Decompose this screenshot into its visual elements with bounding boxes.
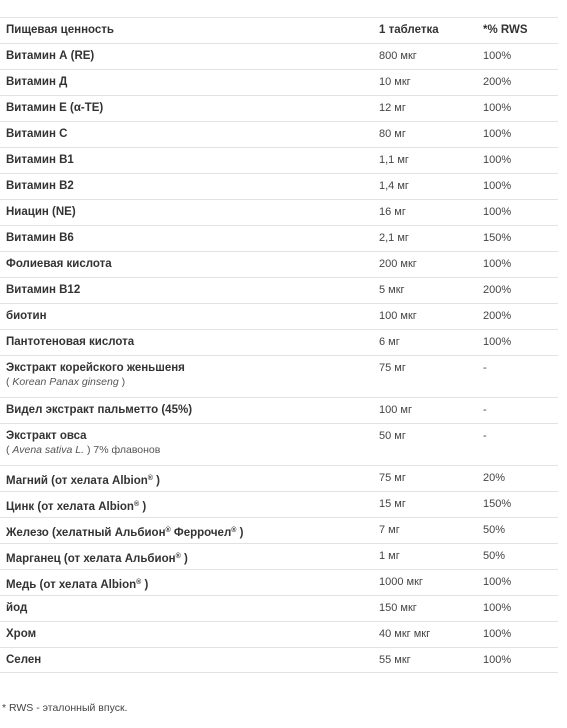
nutrient-name: Витамин Д (6, 76, 68, 88)
header-rws: *% RWS (483, 24, 528, 36)
table-row (0, 329, 558, 355)
nutrient-rws: 100% (483, 258, 512, 270)
header-nutrient: Пищевая ценность (6, 24, 114, 36)
nutrient-amount: 6 мг (379, 336, 400, 348)
nutrient-name-cell (0, 429, 373, 465)
nutrient-amount: 1000 мкг (379, 576, 423, 588)
nutrition-table (0, 17, 558, 673)
nutrient-name: Витамин В6 (6, 232, 74, 244)
table-row (0, 517, 558, 543)
nutrient-name: Экстракт овса (6, 430, 87, 442)
nutrient-rws: 100% (483, 180, 512, 192)
nutrient-rws: 100% (483, 576, 512, 588)
nutrient-amount: 800 мкг (379, 50, 417, 62)
nutrient-amount: 100 мг (379, 404, 412, 416)
table-row (0, 355, 558, 397)
nutrient-amount: 1 мг (379, 550, 400, 562)
nutrient-name: Ниацин (NE) (6, 206, 76, 218)
nutrient-name: Витамин А (RE) (6, 50, 95, 62)
nutrient-amount: 100 мкг (379, 310, 417, 322)
registered-mark-2: ® (231, 527, 237, 534)
header-per-tablet: 1 таблетка (379, 24, 439, 36)
paren-close: ) (141, 579, 149, 591)
nutrient-amount: 55 мкг (379, 654, 411, 666)
nutrient-rws: 100% (483, 336, 512, 348)
nutrient-rws: 200% (483, 76, 512, 88)
nutrient-name-text: Железо (хелатный Альбион (6, 527, 166, 539)
table-row (0, 491, 558, 517)
table-row (0, 147, 558, 173)
nutrient-name: Витамин С (6, 128, 68, 140)
registered-mark: ® (165, 527, 171, 534)
nutrient-amount: 5 мкг (379, 284, 405, 296)
table-row (0, 423, 558, 465)
nutrient-amount: 75 мг (379, 362, 406, 374)
table-row (0, 303, 558, 329)
table-row (0, 251, 558, 277)
table-row (0, 465, 558, 491)
nutrient-name: Селен (6, 654, 42, 666)
nutrient-name-text: Медь (от хелата Albion (6, 579, 137, 591)
latin-name: Korean Panax ginseng (12, 376, 119, 388)
nutrient-amount: 12 мг (379, 102, 406, 114)
nutrient-name (0, 492, 373, 517)
nutrient-rws: 150% (483, 232, 512, 244)
nutrient-latin-name (6, 375, 373, 390)
table-row (0, 121, 558, 147)
nutrient-latin-name (6, 443, 373, 458)
paren-close: ) (139, 501, 147, 513)
paren-close: ) (118, 376, 126, 388)
paren-close: ) (152, 475, 160, 487)
nutrient-name (0, 518, 373, 543)
nutrient-rws: 100% (483, 654, 512, 666)
latin-name: Avena sativa L. (12, 444, 85, 456)
nutrient-rws: 150% (483, 498, 512, 510)
table-row (0, 199, 558, 225)
nutrient-amount: 15 мг (379, 498, 406, 510)
nutrient-amount: 16 мг (379, 206, 406, 218)
table-row (0, 543, 558, 569)
nutrient-amount: 1,1 мг (379, 154, 409, 166)
table-row (0, 277, 558, 303)
table-row (0, 225, 558, 251)
nutrient-amount: 10 мкг (379, 76, 411, 88)
nutrient-name-text: Цинк (от хелата Albion (6, 501, 134, 513)
nutrient-amount: 2,1 мг (379, 232, 409, 244)
nutrient-rws: 100% (483, 50, 512, 62)
paren-open: ( (6, 444, 13, 456)
nutrient-rws: 200% (483, 284, 512, 296)
table-row (0, 43, 558, 69)
table-row (0, 569, 558, 595)
nutrient-name: йод (6, 602, 28, 614)
table-row (0, 173, 558, 199)
table-row (0, 595, 558, 621)
nutrient-name: Хром (6, 628, 37, 640)
table-row (0, 397, 558, 423)
registered-mark: ® (136, 579, 142, 586)
nutrient-name: Витамин В12 (6, 284, 81, 296)
nutrient-name-cell (0, 361, 373, 397)
nutrient-name (0, 570, 373, 595)
nutrient-name: Экстракт корейского женьшеня (6, 362, 185, 374)
paren-open: ( (6, 376, 13, 388)
nutrient-name: Видел экстракт пальметто (45%) (6, 404, 193, 416)
registered-mark: ® (175, 553, 181, 560)
table-header-row (0, 17, 558, 43)
nutrient-rws: 100% (483, 628, 512, 640)
paren-close: ) (180, 553, 188, 565)
nutrient-name: Витамин В2 (6, 180, 74, 192)
nutrient-amount: 50 мг (379, 430, 406, 442)
nutrient-name (0, 466, 373, 491)
nutrient-name: Пантотеновая кислота (6, 336, 135, 348)
nutrient-rws: 20% (483, 472, 506, 484)
nutrient-rws: 100% (483, 206, 512, 218)
footnote: * RWS - эталонный впуск. (2, 702, 128, 714)
nutrient-rws: - (483, 362, 487, 374)
table-row (0, 95, 558, 121)
nutrient-name: Витамин В1 (6, 154, 74, 166)
nutrient-rws: 100% (483, 154, 512, 166)
registered-mark: ® (133, 501, 140, 508)
nutrient-rws: - (483, 404, 487, 416)
nutrient-name-text-2: Феррочел (170, 527, 232, 539)
nutrient-amount: 40 мкг мкг (379, 628, 431, 640)
nutrient-name-text: Магний (от хелата Albion (6, 475, 148, 487)
table-row (0, 69, 558, 95)
nutrient-name: Фолиевая кислота (6, 258, 112, 270)
nutrient-name-text: Марганец (от хелата Альбион (6, 553, 176, 565)
nutrient-name: Витамин Е (α-TE) (6, 102, 104, 114)
table-row (0, 621, 558, 647)
nutrient-rws: 100% (483, 128, 512, 140)
nutrient-amount: 80 мг (379, 128, 406, 140)
nutrient-amount: 1,4 мг (379, 180, 409, 192)
registered-mark: ® (147, 475, 153, 482)
nutrient-rws: 100% (483, 602, 512, 614)
nutrient-rws: 50% (483, 524, 506, 536)
nutrient-amount: 200 мкг (379, 258, 417, 270)
table-row (0, 647, 558, 673)
nutrient-name (0, 544, 373, 569)
nutrient-amount: 7 мг (379, 524, 400, 536)
nutrient-rws: 50% (483, 550, 506, 562)
paren-close-note: ) 7% флавонов (84, 444, 161, 456)
nutrient-rws: 100% (483, 102, 512, 114)
nutrient-name: биотин (6, 310, 47, 322)
nutrient-rws: - (483, 430, 487, 442)
nutrient-amount: 75 мг (379, 472, 406, 484)
nutrient-rws: 200% (483, 310, 512, 322)
nutrient-amount: 150 мкг (379, 602, 417, 614)
paren-close: ) (236, 527, 244, 539)
